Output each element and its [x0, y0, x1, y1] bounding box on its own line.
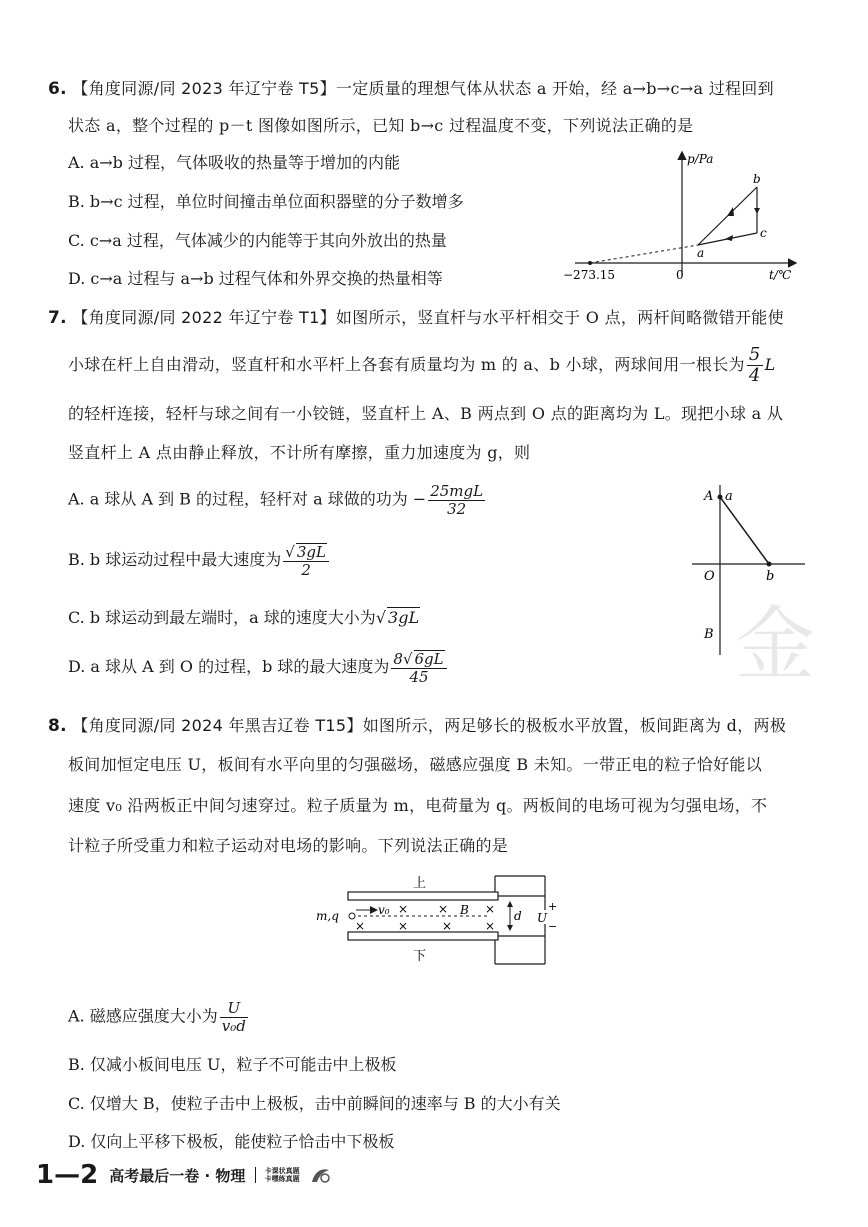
q7-option-a	[68, 483, 487, 517]
q7-option-b-text: B. b 球运动过程中最大速度为	[68, 550, 282, 569]
q8-fig-plus: +	[548, 900, 558, 913]
q8-cross: ×	[398, 919, 409, 933]
q7-fig-O: O	[704, 569, 715, 584]
q8-cross: ×	[355, 919, 366, 933]
footer-title: 高考最后一卷 · 物理	[109, 1166, 246, 1185]
q7-option-b	[68, 543, 331, 578]
q8-option-b: B. 仅减小板间电压 U，粒子不可能击中上极板	[68, 1055, 397, 1074]
footer-slogan	[265, 1167, 300, 1183]
q8-number: 8.	[48, 716, 67, 736]
q6-graph-origin: 0	[676, 268, 684, 282]
q7-option-b-num: 3gL	[296, 543, 326, 561]
q6-graph-point-a: a	[697, 246, 705, 260]
q7-option-d-sqrt: 6gL	[414, 650, 444, 668]
q7-option-a-den: 32	[447, 499, 467, 518]
q7-fig-b: b	[766, 569, 775, 584]
q8-option-a-num: U	[220, 1000, 248, 1018]
q7-number: 7.	[48, 308, 67, 328]
q8-fig-minus: −	[548, 920, 558, 933]
q7-option-a-frac	[428, 483, 485, 517]
q7-stem-1: 如图所示，竖直杆与水平杆相交于 O 点，两杆间略微错开能使	[335, 308, 784, 327]
q8-fig-B: B	[460, 903, 469, 917]
q7-option-d-text: D. a 球从 A 到 O 的过程，b 球的最大速度为	[68, 657, 390, 676]
q6-option-a: A. a→b 过程，气体吸收的热量等于增加的内能	[68, 153, 401, 172]
q7-option-d-den: 45	[409, 667, 429, 686]
q6-stem-2: 状态 a，整个过程的 p－t 图像如图所示，已知 b→c 过程温度不变，下列说法正确的是	[68, 116, 694, 135]
q8-stem-3: 速度 v₀ 沿两板正中间匀速穿过。粒子质量为 m，电荷量为 q。两板间的电场可视为匀强电场，不	[68, 796, 768, 815]
q8-fig-top: 上	[413, 876, 427, 891]
footer-divider	[255, 1167, 256, 1183]
q7-stem-2	[68, 345, 776, 386]
q8-cross: ×	[442, 919, 453, 933]
q7-fraction-den: 4	[748, 364, 761, 386]
q8-fig-bottom: 下	[413, 949, 427, 964]
q8-source-tag: 【角度同源/同 2024 年黑吉辽卷 T15】	[72, 716, 363, 735]
q7-option-b-frac: $\frac{√ 3gL}{2}$	[283, 543, 329, 578]
q7-option-a-text: A. a 球从 A 到 B 的过程，轻杆对 a 球做的功为 −	[68, 489, 427, 509]
q7-source-tag: 【角度同源/同 2022 年辽宁卷 T1】	[72, 308, 336, 327]
q8-option-a-text: A. 磁感应强度大小为	[68, 1006, 218, 1026]
q8-stem-1: 如图所示，两足够长的极板水平放置，板间距离为 d，两极	[362, 716, 787, 735]
q7-option-d-frac: $\frac{8√ 6gL}{45}$	[391, 650, 446, 685]
q6-graph-neg-label: −273.15	[563, 268, 616, 282]
q7-fig-B: B	[704, 627, 714, 642]
q7-option-d	[68, 650, 449, 685]
q8-option-a	[68, 1000, 250, 1034]
q8-cross: ×	[438, 902, 449, 916]
q6-number: 6.	[48, 79, 67, 99]
q8-fig-d: d	[514, 909, 522, 923]
footer	[36, 1160, 333, 1194]
q8-stem-4: 计粒子所受重力和粒子运动对电场的影响。下列说法正确的是	[68, 836, 509, 855]
q7-fig-a: a	[725, 489, 733, 504]
q6-graph-y-label: p/Pa	[687, 152, 714, 166]
watermark-decoration: 金	[735, 598, 815, 691]
q6-option-b: B. b→c 过程，单位时间撞击单位面积器壁的分子数增多	[68, 192, 464, 211]
q8-option-c: C. 仅增大 B，使粒子击中上极板，击中前瞬间的速率与 B 的大小有关	[68, 1094, 561, 1113]
q8-option-d: D. 仅向上平移下极板，能使粒子恰击中下极板	[68, 1132, 395, 1151]
q7-fraction-num: 5	[748, 344, 761, 365]
q8-line1	[48, 713, 786, 736]
q6-option-d: D. c→a 过程与 a→b 过程气体和外界交换的热量相等	[68, 269, 443, 288]
q8-option-a-frac	[220, 1000, 248, 1034]
footer-page-number: 1—2	[36, 1160, 99, 1190]
q6-graph-x-label: t/℃	[769, 268, 792, 282]
q7-stem-2-text: 小球在杆上自由滑动，竖直杆和水平杆上各套有质量均为 m 的 a、b 小球，两球间用一根长为	[68, 354, 745, 374]
q8-fig-U: U	[537, 911, 548, 925]
footer-slogan-2: 卡嘿练真题	[264, 1175, 300, 1183]
q7-option-d-coef: 8	[393, 650, 403, 668]
q7-fig-A: A	[704, 489, 714, 504]
q6-graph-point-b: b	[753, 172, 761, 186]
q7-option-c: C. b 球运动到最左端时，a 球的速度大小为√ 3gL	[68, 608, 420, 627]
q7-stem-3: 的轻杆连接，轻杆与球之间有一小铰链，竖直杆上 A、B 两点到 O 点的距离均为 L。现把小球 a 从	[68, 404, 784, 423]
q8-stem-2: 板间加恒定电压 U，板间有水平向里的匀强磁场，磁感应强度 B 未知。一带正电的粒子恰好能以	[68, 755, 763, 774]
q6-line1	[48, 76, 774, 99]
q7-length-unit: L	[764, 354, 776, 374]
q7-stem-4: 竖直杆上 A 点由静止释放，不计所有摩擦，重力加速度为 g，则	[68, 443, 531, 462]
footer-slogan-1: 卡课状真题	[264, 1167, 300, 1175]
q6-option-c: C. c→a 过程，气体减少的内能等于其向外放出的热量	[68, 231, 447, 250]
q7-option-c-text: C. b 球运动到最左端时，a 球的速度大小为	[68, 608, 376, 627]
q6-pt-graph	[555, 145, 805, 285]
q7-length-fraction	[747, 345, 763, 386]
q8-fig-v0: v₀	[378, 903, 390, 917]
q8-cross: ×	[398, 902, 409, 916]
q6-source-tag: 【角度同源/同 2023 年辽宁卷 T5】	[72, 79, 336, 98]
q8-option-a-den: v₀d	[221, 1016, 246, 1035]
q7-option-b-den: 2	[301, 560, 311, 579]
q8-cross: ×	[485, 919, 496, 933]
footer-logo-icon	[309, 1164, 333, 1186]
q7-option-a-num: 25mgL	[430, 482, 484, 500]
q6-stem-1: 一定质量的理想气体从状态 a 开始，经 a→b→c→a 过程回到	[335, 79, 774, 98]
q7-line1	[48, 305, 784, 328]
q8-plates-figure	[310, 872, 570, 972]
q7-option-c-sqrt: 3gL	[388, 608, 420, 627]
q8-fig-particle: m,q	[316, 909, 339, 923]
q6-graph-point-c: c	[760, 226, 767, 240]
q8-cross: ×	[485, 902, 496, 916]
